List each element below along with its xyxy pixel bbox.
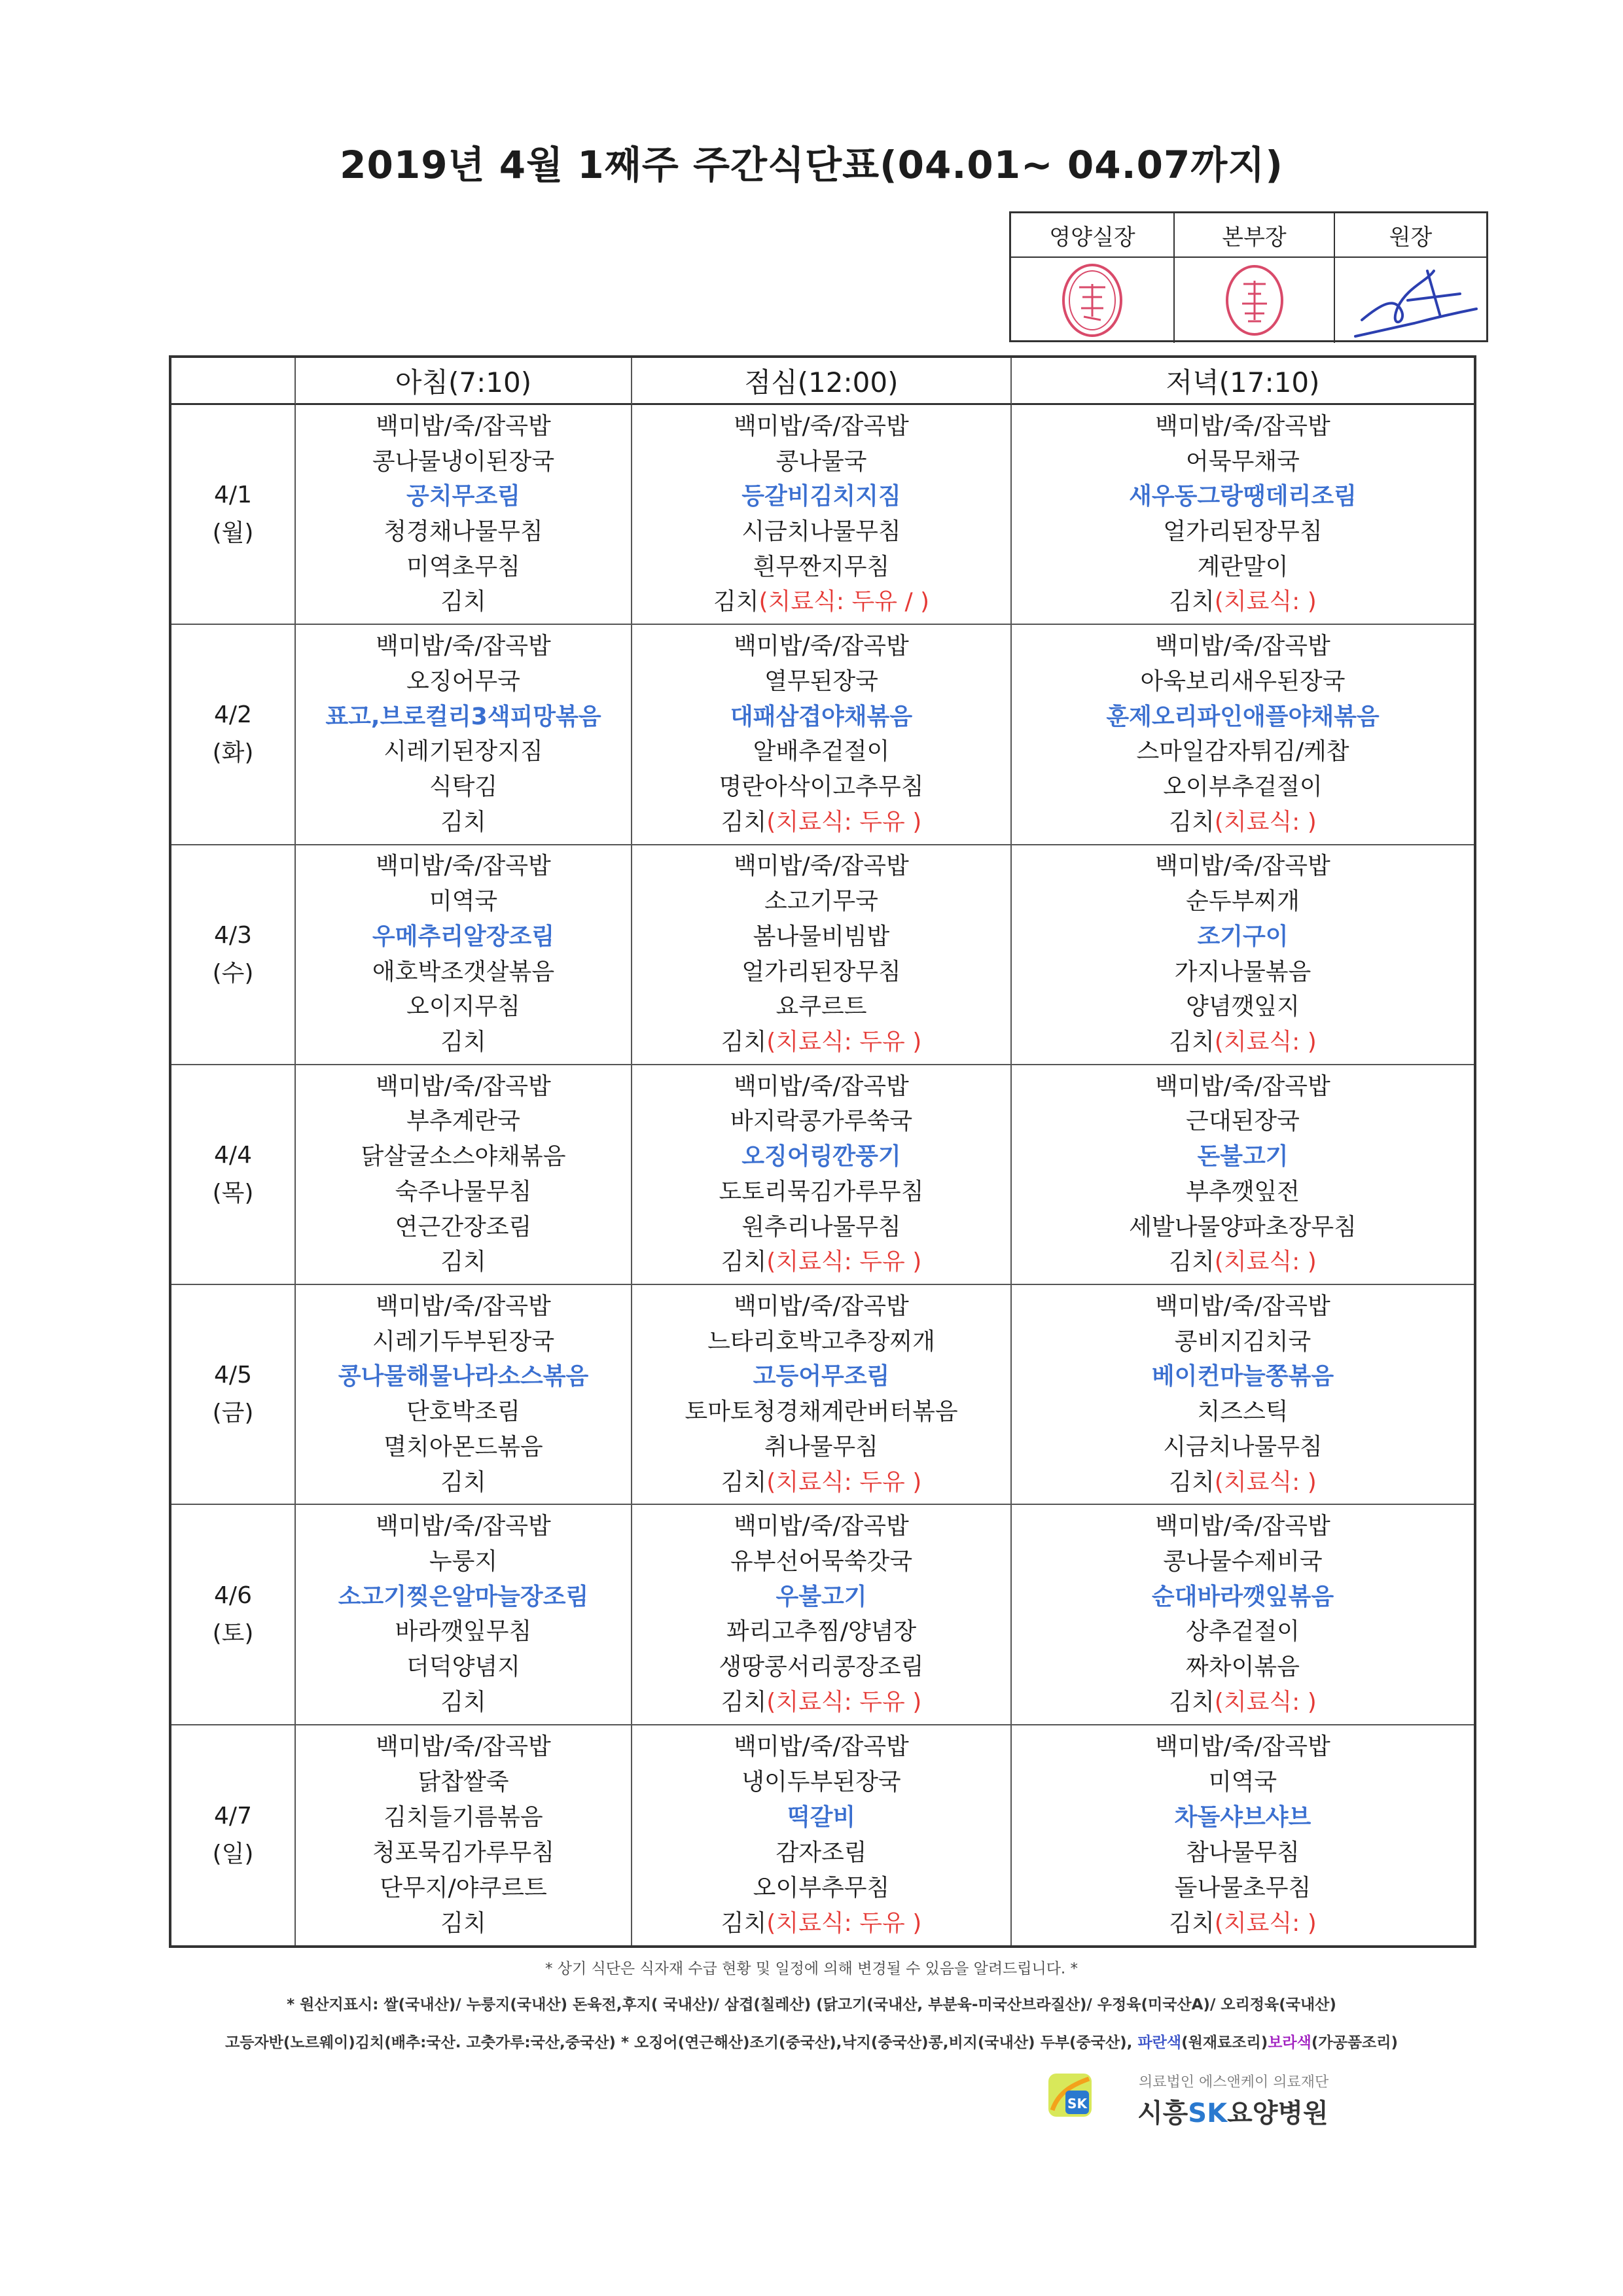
dish-main: 오징어링깐풍기 bbox=[741, 1143, 901, 1171]
origin-notice-1: * 원산지표시: 쌀(국내산)/ 누룽지(국내산) 돈육전,후지( 국내산)/ 삼겹(칠레산) (닭고기(국내산, 부분육-미국산브라질산)/ 우정육(미국산A)/ 오리정육(국내산) bbox=[287, 1996, 1336, 2013]
dish: 백미밥/죽/잡곡밥 bbox=[376, 1733, 551, 1760]
dish: 바지락콩가루쑥국 bbox=[730, 1108, 913, 1135]
dish: 계란말이 bbox=[1197, 553, 1289, 580]
day-weekday: (토) bbox=[212, 1619, 254, 1647]
breakfast-cell bbox=[296, 845, 632, 1065]
dish: 바라깻잎무침 bbox=[395, 1618, 532, 1646]
day-weekday: (일) bbox=[212, 1840, 254, 1867]
dish-main: 훈제오리파인애플야채볶음 bbox=[1106, 703, 1380, 730]
dish-kimchi: 김치 bbox=[721, 1028, 767, 1055]
dish: 백미밥/죽/잡곡밥 bbox=[734, 412, 909, 440]
dish-kimchi: 김치 bbox=[721, 1909, 767, 1937]
lunch-cell bbox=[632, 1725, 1012, 1945]
dish: 백미밥/죽/잡곡밥 bbox=[734, 1513, 909, 1540]
origin-text: 고등자반(노르웨이)김치(배추:국산. 고춧가루:국산,중국산) * 오징어(연근해산)조기(중국산),낙지(중국산)콩,비지(국내산) 두부(중국산), bbox=[225, 2034, 1138, 2051]
dish: 시레기된장지짐 bbox=[383, 738, 543, 766]
hospital-subtitle: 의료법인 에스앤케이 의료재단 bbox=[1139, 2074, 1329, 2091]
therapy-note: (치료식: ) bbox=[1214, 1028, 1317, 1055]
dish: 원추리나물무침 bbox=[741, 1213, 901, 1241]
dish-last bbox=[721, 806, 922, 839]
dish: 콩나물냉이된장국 bbox=[372, 448, 555, 475]
dish-last bbox=[1169, 1466, 1317, 1499]
dish-main: 돈불고기 bbox=[1197, 1143, 1289, 1171]
therapy-note: (치료식: 두유 ) bbox=[766, 1028, 922, 1055]
lunch-cell bbox=[632, 1285, 1012, 1505]
legend-purple: 보라색 bbox=[1268, 2034, 1311, 2051]
dish: 요쿠르트 bbox=[776, 993, 867, 1021]
dish-kimchi: 김치 bbox=[713, 588, 759, 616]
therapy-note: (치료식: 두유 ) bbox=[766, 1688, 922, 1716]
dish: 백미밥/죽/잡곡밥 bbox=[376, 1292, 551, 1320]
dish: 닭살굴소스야채볶음 bbox=[361, 1143, 566, 1171]
header-breakfast: 아침(7:10) bbox=[296, 358, 632, 405]
dish: 더덕양념지 bbox=[406, 1653, 520, 1681]
lunch-cell bbox=[632, 845, 1012, 1065]
dish-main: 순대바라깻잎볶음 bbox=[1151, 1583, 1334, 1610]
breakfast-cell bbox=[296, 405, 632, 625]
dish: 백미밥/죽/잡곡밥 bbox=[1155, 412, 1330, 440]
dish: 오이부추겉절이 bbox=[1163, 773, 1323, 800]
dish: 백미밥/죽/잡곡밥 bbox=[1155, 1072, 1330, 1100]
day-label bbox=[171, 845, 296, 1065]
dish: 가지나물볶음 bbox=[1174, 958, 1311, 985]
dish: 느타리호박고추장찌개 bbox=[707, 1328, 935, 1355]
day-label bbox=[171, 1725, 296, 1945]
dish: 미역국 bbox=[1208, 1768, 1277, 1795]
therapy-note: (치료식: ) bbox=[1214, 1248, 1317, 1276]
therapy-note: (치료식: 두유 ) bbox=[766, 1248, 922, 1276]
day-date: 4/4 bbox=[214, 1141, 252, 1169]
therapy-note: (치료식: ) bbox=[1214, 1909, 1317, 1937]
day-weekday: (수) bbox=[212, 959, 254, 987]
dish: 봄나물비빔밥 bbox=[753, 923, 890, 950]
dish: 돌나물초무침 bbox=[1174, 1874, 1311, 1901]
dish: 상추겉절이 bbox=[1186, 1618, 1300, 1646]
dish: 백미밥/죽/잡곡밥 bbox=[376, 853, 551, 880]
dish-main: 소고기찢은알마늘장조림 bbox=[338, 1583, 589, 1610]
dish: 백미밥/죽/잡곡밥 bbox=[734, 633, 909, 660]
dish-main: 공치무조림 bbox=[406, 483, 520, 510]
dish-last bbox=[713, 586, 929, 618]
dish: 순두부찌개 bbox=[1186, 888, 1300, 915]
dish-last bbox=[1169, 586, 1317, 618]
dinner-cell bbox=[1012, 1285, 1474, 1505]
approval-header-chief: 원장 bbox=[1335, 213, 1486, 258]
signature-icon bbox=[1336, 258, 1486, 343]
approval-stamp-nutrition bbox=[1011, 258, 1175, 343]
dish: 유부선어묵쑥갓국 bbox=[730, 1547, 913, 1575]
day-label bbox=[171, 1505, 296, 1725]
dish: 백미밥/죽/잡곡밥 bbox=[1155, 853, 1330, 880]
dish: 시금치나물무침 bbox=[1163, 1433, 1323, 1460]
dish: 단무지/야쿠르트 bbox=[380, 1874, 547, 1901]
dish-last bbox=[721, 1466, 922, 1499]
breakfast-cell bbox=[296, 1725, 632, 1945]
dish-last bbox=[721, 1246, 922, 1279]
therapy-note: (치료식: 두유 / ) bbox=[758, 588, 930, 616]
therapy-note: (치료식: 두유 ) bbox=[766, 1468, 922, 1496]
dish: 청포묵김가루무침 bbox=[372, 1839, 555, 1866]
dish-main: 조기구이 bbox=[1197, 923, 1289, 950]
seal-stamp-icon bbox=[1056, 261, 1128, 340]
dish: 단호박조림 bbox=[406, 1398, 520, 1426]
dish: 시금치나물무침 bbox=[741, 518, 901, 545]
dish-kimchi: 김치 bbox=[721, 1468, 767, 1496]
therapy-note: (치료식: ) bbox=[1214, 1468, 1317, 1496]
dish: 부추계란국 bbox=[406, 1108, 520, 1135]
seal-stamp-icon bbox=[1219, 261, 1291, 340]
day-label bbox=[171, 405, 296, 625]
breakfast-cell bbox=[296, 1285, 632, 1505]
dish-last bbox=[721, 1026, 922, 1059]
lunch-cell bbox=[632, 625, 1012, 845]
dish-last bbox=[1169, 806, 1317, 839]
day-weekday: (목) bbox=[212, 1179, 254, 1207]
dish: 콩나물국 bbox=[776, 448, 867, 475]
dish: 백미밥/죽/잡곡밥 bbox=[376, 412, 551, 440]
day-label bbox=[171, 1285, 296, 1505]
dish: 김치 bbox=[440, 1468, 486, 1496]
dish: 김치 bbox=[440, 1688, 486, 1716]
dish: 백미밥/죽/잡곡밥 bbox=[1155, 1292, 1330, 1320]
dinner-cell bbox=[1012, 845, 1474, 1065]
dish: 미역초무침 bbox=[406, 553, 520, 580]
approval-stamp-director bbox=[1175, 258, 1335, 343]
dish: 열무된장국 bbox=[764, 667, 878, 695]
approval-signature-chief bbox=[1335, 258, 1486, 343]
weekly-menu-table bbox=[169, 355, 1476, 1948]
lunch-cell bbox=[632, 1065, 1012, 1285]
day-label bbox=[171, 1065, 296, 1285]
dish-main: 베이컨마늘쫑볶음 bbox=[1151, 1363, 1334, 1390]
dish-main: 콩나물해물나라소스볶음 bbox=[338, 1363, 589, 1390]
dish-kimchi: 김치 bbox=[1169, 1688, 1215, 1716]
dish-main: 표고,브로컬리3색피망볶음 bbox=[325, 703, 601, 730]
dish-kimchi: 김치 bbox=[721, 1248, 767, 1276]
breakfast-cell bbox=[296, 625, 632, 845]
dish: 백미밥/죽/잡곡밥 bbox=[1155, 633, 1330, 660]
dish-kimchi: 김치 bbox=[1169, 1248, 1215, 1276]
dish: 백미밥/죽/잡곡밥 bbox=[1155, 1733, 1330, 1760]
breakfast-cell bbox=[296, 1505, 632, 1725]
dinner-cell bbox=[1012, 1725, 1474, 1945]
legend-blue-desc: (원재료조리) bbox=[1181, 2034, 1268, 2051]
therapy-note: (치료식: ) bbox=[1214, 588, 1317, 616]
day-weekday: (금) bbox=[212, 1400, 254, 1427]
dish-last bbox=[1169, 1246, 1317, 1279]
dish: 닭찹쌀죽 bbox=[418, 1768, 509, 1795]
dish: 김치 bbox=[440, 1248, 486, 1276]
dish-last bbox=[721, 1686, 922, 1719]
dish: 김치들기름볶음 bbox=[383, 1803, 543, 1831]
dish-main: 대패삼겹야채볶음 bbox=[730, 703, 913, 730]
dish-kimchi: 김치 bbox=[1169, 588, 1215, 616]
dish: 김치 bbox=[440, 808, 486, 836]
dish: 백미밥/죽/잡곡밥 bbox=[376, 633, 551, 660]
day-date: 4/2 bbox=[214, 701, 252, 729]
dish: 알배추겉절이 bbox=[753, 738, 890, 766]
dish: 오이지무침 bbox=[406, 993, 520, 1021]
dish: 애호박조갯살볶음 bbox=[372, 958, 555, 985]
dish: 냉이두부된장국 bbox=[741, 1768, 901, 1795]
dish-last bbox=[1169, 1026, 1317, 1059]
page-title: 2019년 4월 1째주 주간식단표(04.01~ 04.07까지) bbox=[340, 143, 1283, 187]
dish: 소고기무국 bbox=[764, 888, 878, 915]
dish: 식탁김 bbox=[429, 773, 498, 800]
dish: 어묵무채국 bbox=[1186, 448, 1300, 475]
dish: 백미밥/죽/잡곡밥 bbox=[376, 1072, 551, 1100]
dinner-cell bbox=[1012, 625, 1474, 845]
dish: 도토리묵김가루무침 bbox=[719, 1178, 924, 1205]
dish-kimchi: 김치 bbox=[1169, 1468, 1215, 1496]
dish: 백미밥/죽/잡곡밥 bbox=[1155, 1513, 1330, 1540]
approval-box bbox=[1009, 211, 1488, 342]
dish: 토마토청경채계란버터볶음 bbox=[685, 1398, 958, 1426]
dish: 백미밥/죽/잡곡밥 bbox=[734, 1292, 909, 1320]
dish: 미역국 bbox=[429, 888, 498, 915]
day-date: 4/1 bbox=[214, 482, 252, 509]
dish: 김치 bbox=[440, 1028, 486, 1055]
day-label bbox=[171, 625, 296, 845]
dish: 짜차이볶음 bbox=[1186, 1653, 1300, 1681]
dish: 스마일감자튀김/케찹 bbox=[1136, 738, 1349, 766]
day-date: 4/3 bbox=[214, 921, 252, 949]
dish: 감자조림 bbox=[776, 1839, 867, 1866]
dish: 백미밥/죽/잡곡밥 bbox=[734, 853, 909, 880]
dish: 콩비지김치국 bbox=[1174, 1328, 1311, 1355]
dish-kimchi: 김치 bbox=[1169, 1028, 1215, 1055]
dinner-cell bbox=[1012, 405, 1474, 625]
hospital-name-post: 요양병원 bbox=[1227, 2098, 1329, 2128]
therapy-note: (치료식: 두유 ) bbox=[766, 808, 922, 836]
dish: 생땅콩서리콩장조림 bbox=[719, 1653, 924, 1681]
dish-main: 새우동그랑땡데리조림 bbox=[1129, 483, 1357, 510]
day-weekday: (월) bbox=[212, 520, 254, 547]
lunch-cell bbox=[632, 405, 1012, 625]
day-weekday: (화) bbox=[212, 739, 254, 767]
dish: 부추깻잎전 bbox=[1186, 1178, 1300, 1205]
dish: 시레기두부된장국 bbox=[372, 1328, 555, 1355]
dish: 꽈리고추찜/양념장 bbox=[726, 1618, 917, 1646]
dish: 청경채나물무침 bbox=[383, 518, 543, 545]
dish: 김치 bbox=[440, 588, 486, 616]
dish-main: 차돌샤브샤브 bbox=[1174, 1803, 1311, 1831]
dish: 백미밥/죽/잡곡밥 bbox=[734, 1072, 909, 1100]
day-date: 4/5 bbox=[214, 1362, 252, 1389]
header-dinner: 저녁(17:10) bbox=[1012, 358, 1474, 405]
dish-main: 우메추리알장조림 bbox=[372, 923, 555, 950]
dinner-cell bbox=[1012, 1065, 1474, 1285]
dish: 치즈스틱 bbox=[1197, 1398, 1289, 1426]
dish-main: 떡갈비 bbox=[787, 1803, 856, 1831]
dish-main: 등갈비김치지짐 bbox=[741, 483, 901, 510]
dish: 흰무짠지무침 bbox=[753, 553, 890, 580]
dish: 숙주나물무침 bbox=[395, 1178, 532, 1205]
day-date: 4/7 bbox=[214, 1802, 252, 1829]
dish: 세발나물양파초장무침 bbox=[1129, 1213, 1357, 1241]
dish: 참나물무침 bbox=[1186, 1839, 1300, 1866]
dish-last bbox=[1169, 1686, 1317, 1719]
dish: 명란아삭이고추무침 bbox=[719, 773, 924, 800]
logo-mark-text: SK bbox=[1067, 2096, 1087, 2111]
legend-purple-desc: (가공품조리) bbox=[1311, 2034, 1398, 2051]
dish: 오이부추무침 bbox=[753, 1874, 890, 1901]
dinner-cell bbox=[1012, 1505, 1474, 1725]
hospital-name-pre: 시흥 bbox=[1137, 2098, 1188, 2128]
dish-last bbox=[1169, 1907, 1317, 1940]
dish: 김치 bbox=[440, 1909, 486, 1937]
lunch-cell bbox=[632, 1505, 1012, 1725]
therapy-note: (치료식: ) bbox=[1214, 808, 1317, 836]
dish: 취나물무침 bbox=[764, 1433, 878, 1460]
dish: 콩나물수제비국 bbox=[1163, 1547, 1323, 1575]
day-date: 4/6 bbox=[214, 1581, 252, 1609]
dish: 얼가리된장무침 bbox=[741, 958, 901, 985]
dish-kimchi: 김치 bbox=[721, 808, 767, 836]
header-blank bbox=[171, 358, 296, 405]
dish: 근대된장국 bbox=[1186, 1108, 1300, 1135]
therapy-note: (치료식: ) bbox=[1214, 1688, 1317, 1716]
therapy-note: (치료식: 두유 ) bbox=[766, 1909, 922, 1937]
dish: 아욱보리새우된장국 bbox=[1140, 667, 1346, 695]
dish: 연근간장조림 bbox=[395, 1213, 532, 1241]
approval-header-director: 본부장 bbox=[1175, 213, 1335, 258]
dish: 오징어무국 bbox=[406, 667, 520, 695]
origin-notice-2 bbox=[0, 2030, 1623, 2052]
dish: 백미밥/죽/잡곡밥 bbox=[376, 1513, 551, 1540]
dish: 양념깻잎지 bbox=[1186, 993, 1300, 1021]
dish-kimchi: 김치 bbox=[1169, 808, 1215, 836]
dish: 얼가리된장무침 bbox=[1163, 518, 1323, 545]
dish-last bbox=[721, 1907, 922, 1940]
breakfast-cell bbox=[296, 1065, 632, 1285]
dish-main: 우불고기 bbox=[776, 1583, 867, 1610]
header-lunch: 점심(12:00) bbox=[632, 358, 1012, 405]
hospital-name-sk: SK bbox=[1188, 2098, 1228, 2128]
hospital-name bbox=[1137, 2093, 1329, 2130]
dish-kimchi: 김치 bbox=[721, 1688, 767, 1716]
legend-blue: 파란색 bbox=[1137, 2034, 1182, 2051]
dish: 누룽지 bbox=[429, 1547, 498, 1575]
change-notice: * 상기 식단은 식자재 수급 현황 및 일정에 의해 변경될 수 있음을 알려드립니다. * bbox=[544, 1960, 1079, 1977]
dish-main: 고등어무조림 bbox=[753, 1363, 890, 1390]
dish: 멸치아몬드볶음 bbox=[383, 1433, 543, 1460]
approval-header-nutrition: 영양실장 bbox=[1011, 213, 1175, 258]
dish-kimchi: 김치 bbox=[1169, 1909, 1215, 1937]
hospital-logo-icon bbox=[1046, 2071, 1094, 2119]
dish: 백미밥/죽/잡곡밥 bbox=[734, 1733, 909, 1760]
